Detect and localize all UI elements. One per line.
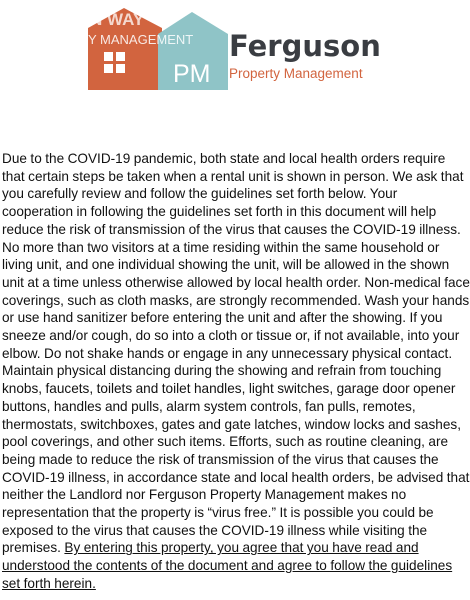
- letterhead: [0, 0, 470, 100]
- brand-name: Ferguson: [229, 29, 381, 63]
- logo-faded-line1: N WAY: [90, 10, 145, 29]
- notice-body: Due to the COVID-19 pandemic, both state and local health orders require that certain steps be taken when a rental unit is shown in person. We ask that you carefully review and follow the guidelines set forth below. Your cooperation in following the guidelines set forth in this document will help reduce the risk of transmission of the virus that causes the COVID-19 illness. No more than two visitors at a time residing within the same household or living unit, and one individual showing the unit, will be allowed in the shown unit at a time unless otherwise allowed by local health order. Non-medical face coverings, such as cloth masks, are strongly recommended. Wash your hands or use hand sanitizer before entering the unit and after the showing. If you sneeze and/or cough, do so into a cloth or tissue or, if not available, into your elbow. Do not shake hands or engage in any unnecessary physical contact. Maintain physical distancing during the showing and refrain from touching knobs, faucets, toilets and toilet handles, light switches, garage door opener buttons, handles and pulls, alarm system controls, fan pulls, remotes, thermostats, switchboxes, gates and gate latches, window locks and sashes, pool coverings, and other such items. Efforts, such as routine cleaning, are being made to reduce the risk of transmission of the virus that causes the COVID-19 illness, in accordance state and local health orders, be advised that neither the Landlord nor Ferguson Property Management makes no representation that the property is “virus free.” It is possible you could be exposed to the virus that causes the COVID-19 illness while visiting the premises.: [2, 151, 470, 556]
- covid-showing-notice: [2, 150, 470, 593]
- logo-faded-line2: Y MANAGEMENT: [88, 32, 194, 47]
- brand-block: [229, 30, 381, 82]
- agreement-statement: By entering this property, you agree that you have read and understood the contents of the document and agree to follow the guidelines set forth herein.: [2, 540, 453, 591]
- brand-subtitle: Property Management: [229, 66, 363, 81]
- house-logo-icon: [78, 4, 228, 92]
- logo-initials: PM: [173, 60, 211, 88]
